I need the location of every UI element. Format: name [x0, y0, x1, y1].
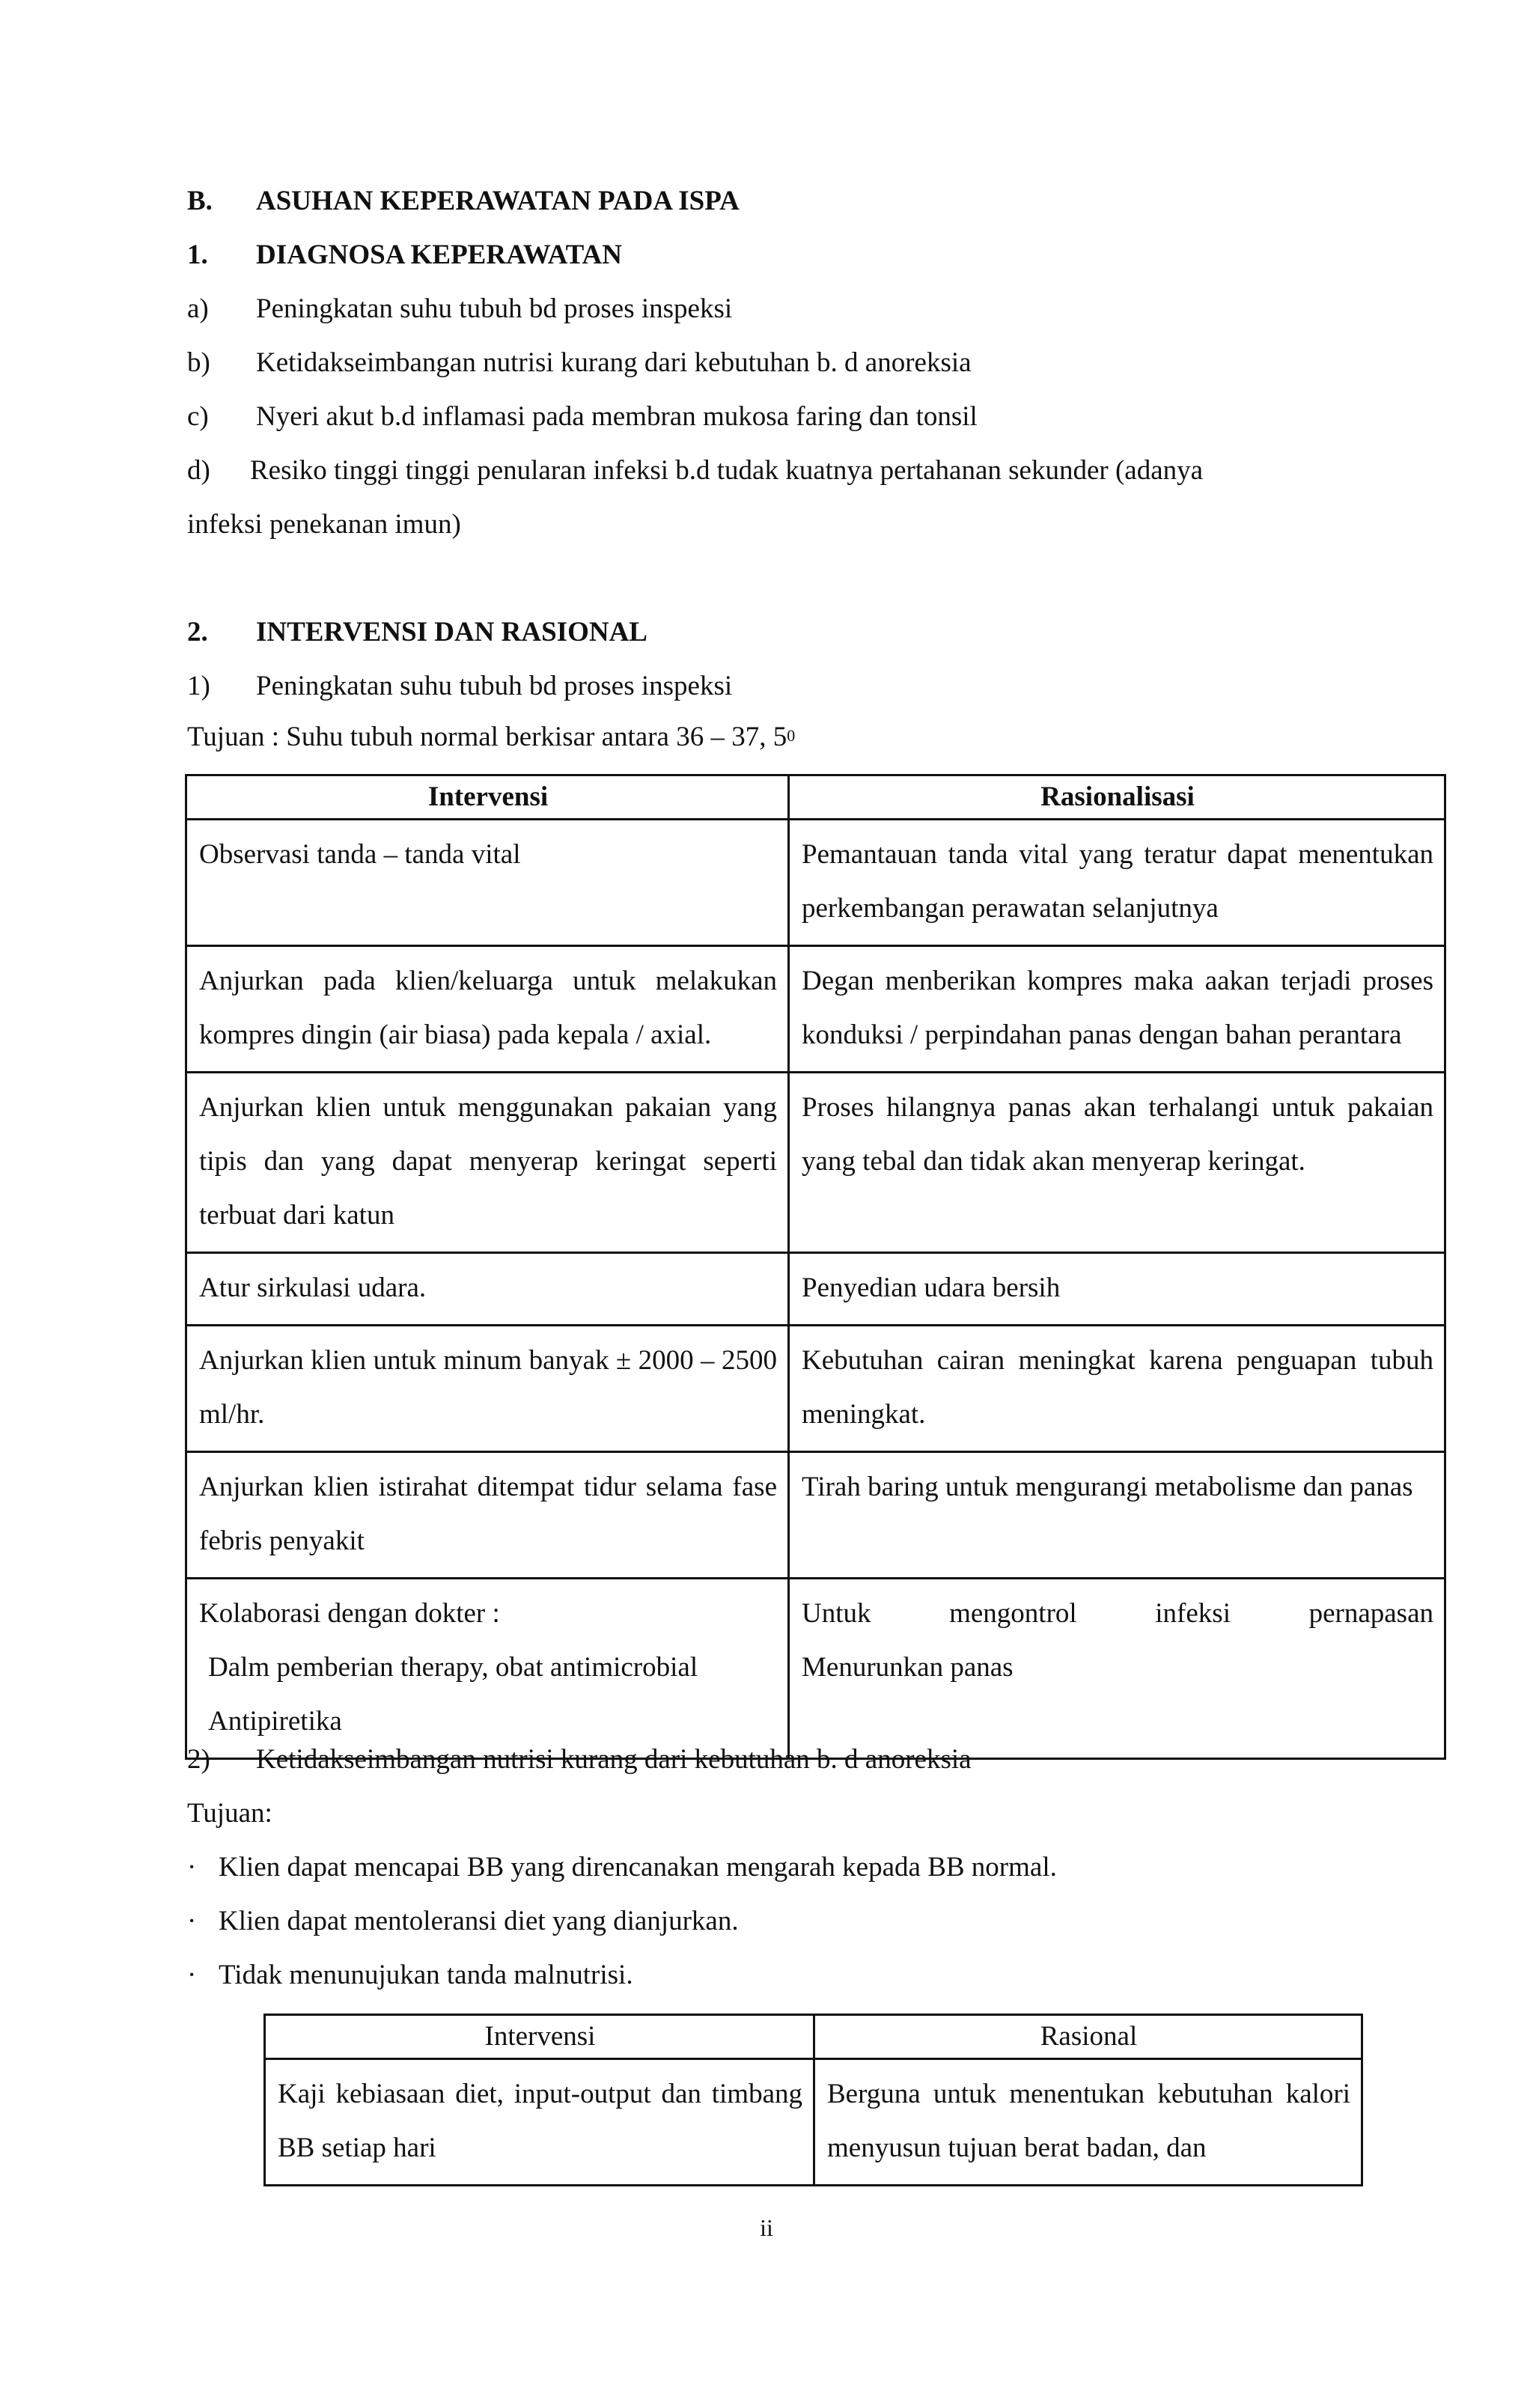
diagnosa-item: [187, 457, 1203, 484]
diagnosa-item-text: Nyeri akut b.d inflamasi pada membran mukosa faring dan tonsil: [256, 401, 978, 432]
cell-line: Kolaborasi dengan dokter :: [199, 1598, 500, 1629]
diagnosa-number: 1.: [187, 240, 208, 270]
table-header-row: [265, 2015, 1362, 2059]
intervention-cell: Anjurkan klien istirahat ditempat tidur selama fase febris penyakit: [186, 1452, 789, 1579]
intervention-cell: [186, 1579, 789, 1759]
table-header-intervensi: Intervensi: [265, 2015, 814, 2059]
diagnosa-item-label: a): [187, 293, 209, 324]
nutrition-table: [263, 2014, 1363, 2186]
diagnosa-item: [187, 295, 732, 323]
subsection-label: 2): [187, 1744, 210, 1775]
cell-line: Untuk mengontrol infeksi pernapasan: [802, 1598, 1433, 1629]
diagnosa-item-label: c): [187, 401, 209, 432]
table-row: [186, 1326, 1445, 1452]
diagnosa-title: DIAGNOSA KEPERAWATAN: [256, 240, 622, 270]
subsection-heading: [187, 672, 732, 700]
intervention-cell: Anjurkan pada klien/keluarga untuk melakukan kompres dingin (air biasa) pada kepala / axial.: [186, 946, 789, 1073]
subsection-text: Ketidakseimbangan nutrisi kurang dari kebutuhan b. d anoreksia: [256, 1744, 972, 1775]
goal-text: Klien dapat mentoleransi diet yang dianjurkan.: [219, 1906, 739, 1936]
table-header-intervensi: Intervensi: [186, 775, 789, 820]
goal-text: Klien dapat mencapai BB yang direncanakan mengarah kepada BB normal.: [219, 1852, 1057, 1883]
intervention-cell: Atur sirkulasi udara.: [186, 1253, 789, 1326]
diagnosa-item-label: d): [187, 455, 210, 486]
rationale-cell: Degan menberikan kompres maka aakan terjadi proses konduksi / perpindahan panas dengan bahan perantara: [789, 946, 1445, 1073]
subsection-label: 1): [187, 671, 210, 701]
diagnosa-item-label: b): [187, 347, 210, 378]
rationale-cell: Berguna untuk menentukan kebutuhan kalori menyusun tujuan berat badan, dan: [814, 2059, 1362, 2186]
intervention-cell: Anjurkan klien untuk menggunakan pakaian yang tipis dan yang dapat menyerap keringat seperti terbuat dari katun: [186, 1073, 789, 1253]
table-header-rasionalisasi: Rasionalisasi: [789, 775, 1445, 820]
intervensi-heading: [187, 618, 647, 646]
rationale-cell: Kebutuhan cairan meningkat karena penguapan tubuh meningkat.: [789, 1326, 1445, 1452]
diagnosa-item: [187, 403, 978, 430]
rationale-cell: Penyedian udara bersih: [789, 1253, 1445, 1326]
diagnosa-item: [187, 349, 972, 377]
intervention-cell: Anjurkan klien untuk minum banyak ± 2000 – 2500 ml/hr.: [186, 1326, 789, 1452]
rationale-cell: Proses hilangnya panas akan terhalangi untuk pakaian yang tebal dan tidak akan menyerap keringat.: [789, 1073, 1445, 1253]
section-title: ASUHAN KEPERAWATAN PADA ISPA: [256, 186, 740, 216]
cell-line: Antipiretika: [208, 1706, 342, 1737]
bullet-icon: ·: [187, 1852, 197, 1883]
diagnosa-item-text: Resiko tinggi tinggi penularan infeksi b.d tudak kuatnya pertahanan sekunder (adanya: [250, 455, 1204, 486]
goal-bullet: [187, 1961, 633, 1989]
rationale-cell: Tirah baring untuk mengurangi metabolisme dan panas: [789, 1452, 1445, 1579]
diagnosa-item-text: Peningkatan suhu tubuh bd proses inspeksi: [256, 293, 733, 324]
bullet-icon: ·: [187, 1906, 197, 1936]
table-row: [265, 2059, 1362, 2186]
table-row: [186, 820, 1445, 946]
rationale-cell: Pemantauan tanda vital yang teratur dapat menentukan perkembangan perawatan selanjutnya: [789, 820, 1445, 946]
goal-bullet: [187, 1907, 739, 1935]
tujuan-line: [187, 723, 795, 751]
diagnosa-item-text: Ketidakseimbangan nutrisi kurang dari kebutuhan b. d anoreksia: [256, 347, 972, 378]
cell-line: Menurunkan panas: [802, 1652, 1014, 1683]
section-number: B.: [187, 186, 213, 216]
table-header-row: [186, 775, 1445, 820]
goal-bullet: [187, 1853, 1057, 1881]
intervention-cell: Kaji kebiasaan diet, input-output dan timbang BB setiap hari: [265, 2059, 814, 2186]
diagnosa-heading: [187, 241, 622, 269]
degree-superscript: 0: [787, 726, 796, 745]
intervensi-title: INTERVENSI DAN RASIONAL: [256, 617, 647, 647]
intervention-cell: Observasi tanda – tanda vital: [186, 820, 789, 946]
intervensi-number: 2.: [187, 617, 208, 647]
cell-line: Dalm pemberian therapy, obat antimicrobial: [208, 1652, 698, 1683]
table-header-rasional: Rasional: [814, 2015, 1362, 2059]
table-row: [186, 1579, 1445, 1759]
page-number: ii: [760, 2214, 773, 2241]
tujuan-label: Tujuan:: [187, 1798, 272, 1829]
subsection-heading: [187, 1746, 972, 1773]
rationale-cell: [789, 1579, 1445, 1759]
diagnosa-item-continuation: infeksi penekanan imun): [187, 509, 461, 540]
tujuan-text: Tujuan : Suhu tubuh normal berkisar antara 36 – 37, 5: [187, 722, 787, 752]
table-row: [186, 1452, 1445, 1579]
table-row: [186, 1073, 1445, 1253]
subsection-text: Peningkatan suhu tubuh bd proses inspeksi: [256, 671, 733, 701]
table-row: [186, 1253, 1445, 1326]
intervention-table: [185, 774, 1446, 1760]
table-row: [186, 946, 1445, 1073]
bullet-icon: ·: [187, 1960, 197, 1990]
goal-text: Tidak menunujukan tanda malnutrisi.: [219, 1960, 633, 1990]
section-heading: [187, 187, 740, 215]
